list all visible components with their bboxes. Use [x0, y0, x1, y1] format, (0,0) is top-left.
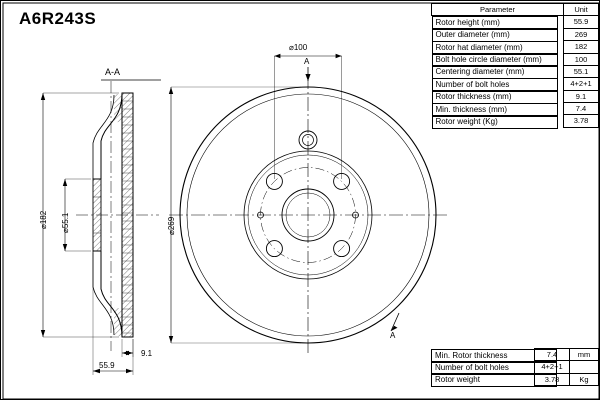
summary-label-min-rotor-thickness: Min. Rotor thickness	[431, 349, 557, 363]
summary-table	[431, 348, 599, 386]
spec-value-number-of-bolt-holes: 4+2+1	[564, 78, 599, 90]
table-row	[432, 65, 599, 77]
summary-unit-rotor-weight: Kg	[570, 373, 599, 385]
spec-value-rotor-hat-diameter: 182	[564, 41, 599, 53]
table-row	[432, 103, 599, 115]
outer-diameter-dimension-label: ⌀269	[167, 216, 176, 235]
spec-value-bolt-hole-circle-diameter: 100	[564, 53, 599, 65]
spec-label-rotor-weight: Rotor weight (Kg)	[432, 115, 558, 129]
section-label-a-a: A-A	[105, 67, 121, 77]
spec-label-min-thickness: Min. thickness (mm)	[432, 103, 558, 117]
table-row	[432, 115, 599, 127]
summary-unit-number-of-bolt-holes	[570, 361, 599, 373]
spec-label-rotor-height: Rotor height (mm)	[432, 16, 558, 30]
specification-table	[431, 3, 599, 128]
table-row	[431, 373, 599, 385]
summary-label-rotor-weight: Rotor weight	[431, 373, 557, 387]
table-row	[431, 361, 599, 373]
thickness-dimension-label: 9.1	[141, 349, 153, 358]
spec-label-centering-diameter: Centering diameter (mm)	[432, 65, 558, 79]
table-row	[431, 349, 599, 361]
spec-value-outer-diameter: 269	[564, 28, 599, 40]
section-arrow-label-top: A	[304, 57, 310, 66]
table-row	[432, 41, 599, 53]
spec-value-rotor-weight: 3.78	[564, 115, 599, 127]
spec-value-rotor-thickness: 9.1	[564, 90, 599, 102]
front-view	[169, 54, 448, 355]
hat-diameter-dimension-label: ⌀182	[39, 210, 48, 229]
table-row	[432, 90, 599, 102]
spec-label-number-of-bolt-holes: Number of bolt holes	[432, 78, 558, 92]
spec-label-rotor-hat-diameter: Rotor hat diameter (mm)	[432, 41, 558, 55]
header-parameter: Parameter	[432, 4, 564, 16]
spec-label-bolt-hole-circle-diameter: Bolt hole circle diameter (mm)	[432, 53, 558, 67]
table-row	[432, 28, 599, 40]
table-row	[432, 78, 599, 90]
table-row	[432, 53, 599, 65]
spec-value-min-thickness: 7.4	[564, 103, 599, 115]
summary-label-number-of-bolt-holes: Number of bolt holes	[431, 361, 557, 375]
summary-unit-min-rotor-thickness: mm	[570, 349, 599, 361]
height-dimension-label: 55.9	[99, 361, 115, 370]
section-arrow-label-bottom: A	[390, 331, 396, 340]
section-view-a-a	[41, 80, 161, 375]
spec-value-centering-diameter: 55.1	[564, 65, 599, 77]
bolt-circle-dimension-label: ⌀100	[289, 43, 308, 52]
summary-value-number-of-bolt-holes: 4+2+1	[535, 361, 570, 373]
part-number: A6R243S	[19, 9, 97, 28]
table-row	[432, 16, 599, 28]
spec-label-rotor-thickness: Rotor thickness (mm)	[432, 90, 558, 104]
summary-value-min-rotor-thickness: 7.4	[535, 349, 570, 361]
centering-diameter-dimension-label: ⌀55.1	[61, 212, 70, 233]
spec-label-outer-diameter: Outer diameter (mm)	[432, 28, 558, 42]
summary-value-rotor-weight: 3.78	[535, 373, 570, 385]
spec-value-rotor-height: 55.9	[564, 16, 599, 28]
header-unit: Unit	[564, 4, 599, 16]
table-header-row	[432, 4, 599, 16]
